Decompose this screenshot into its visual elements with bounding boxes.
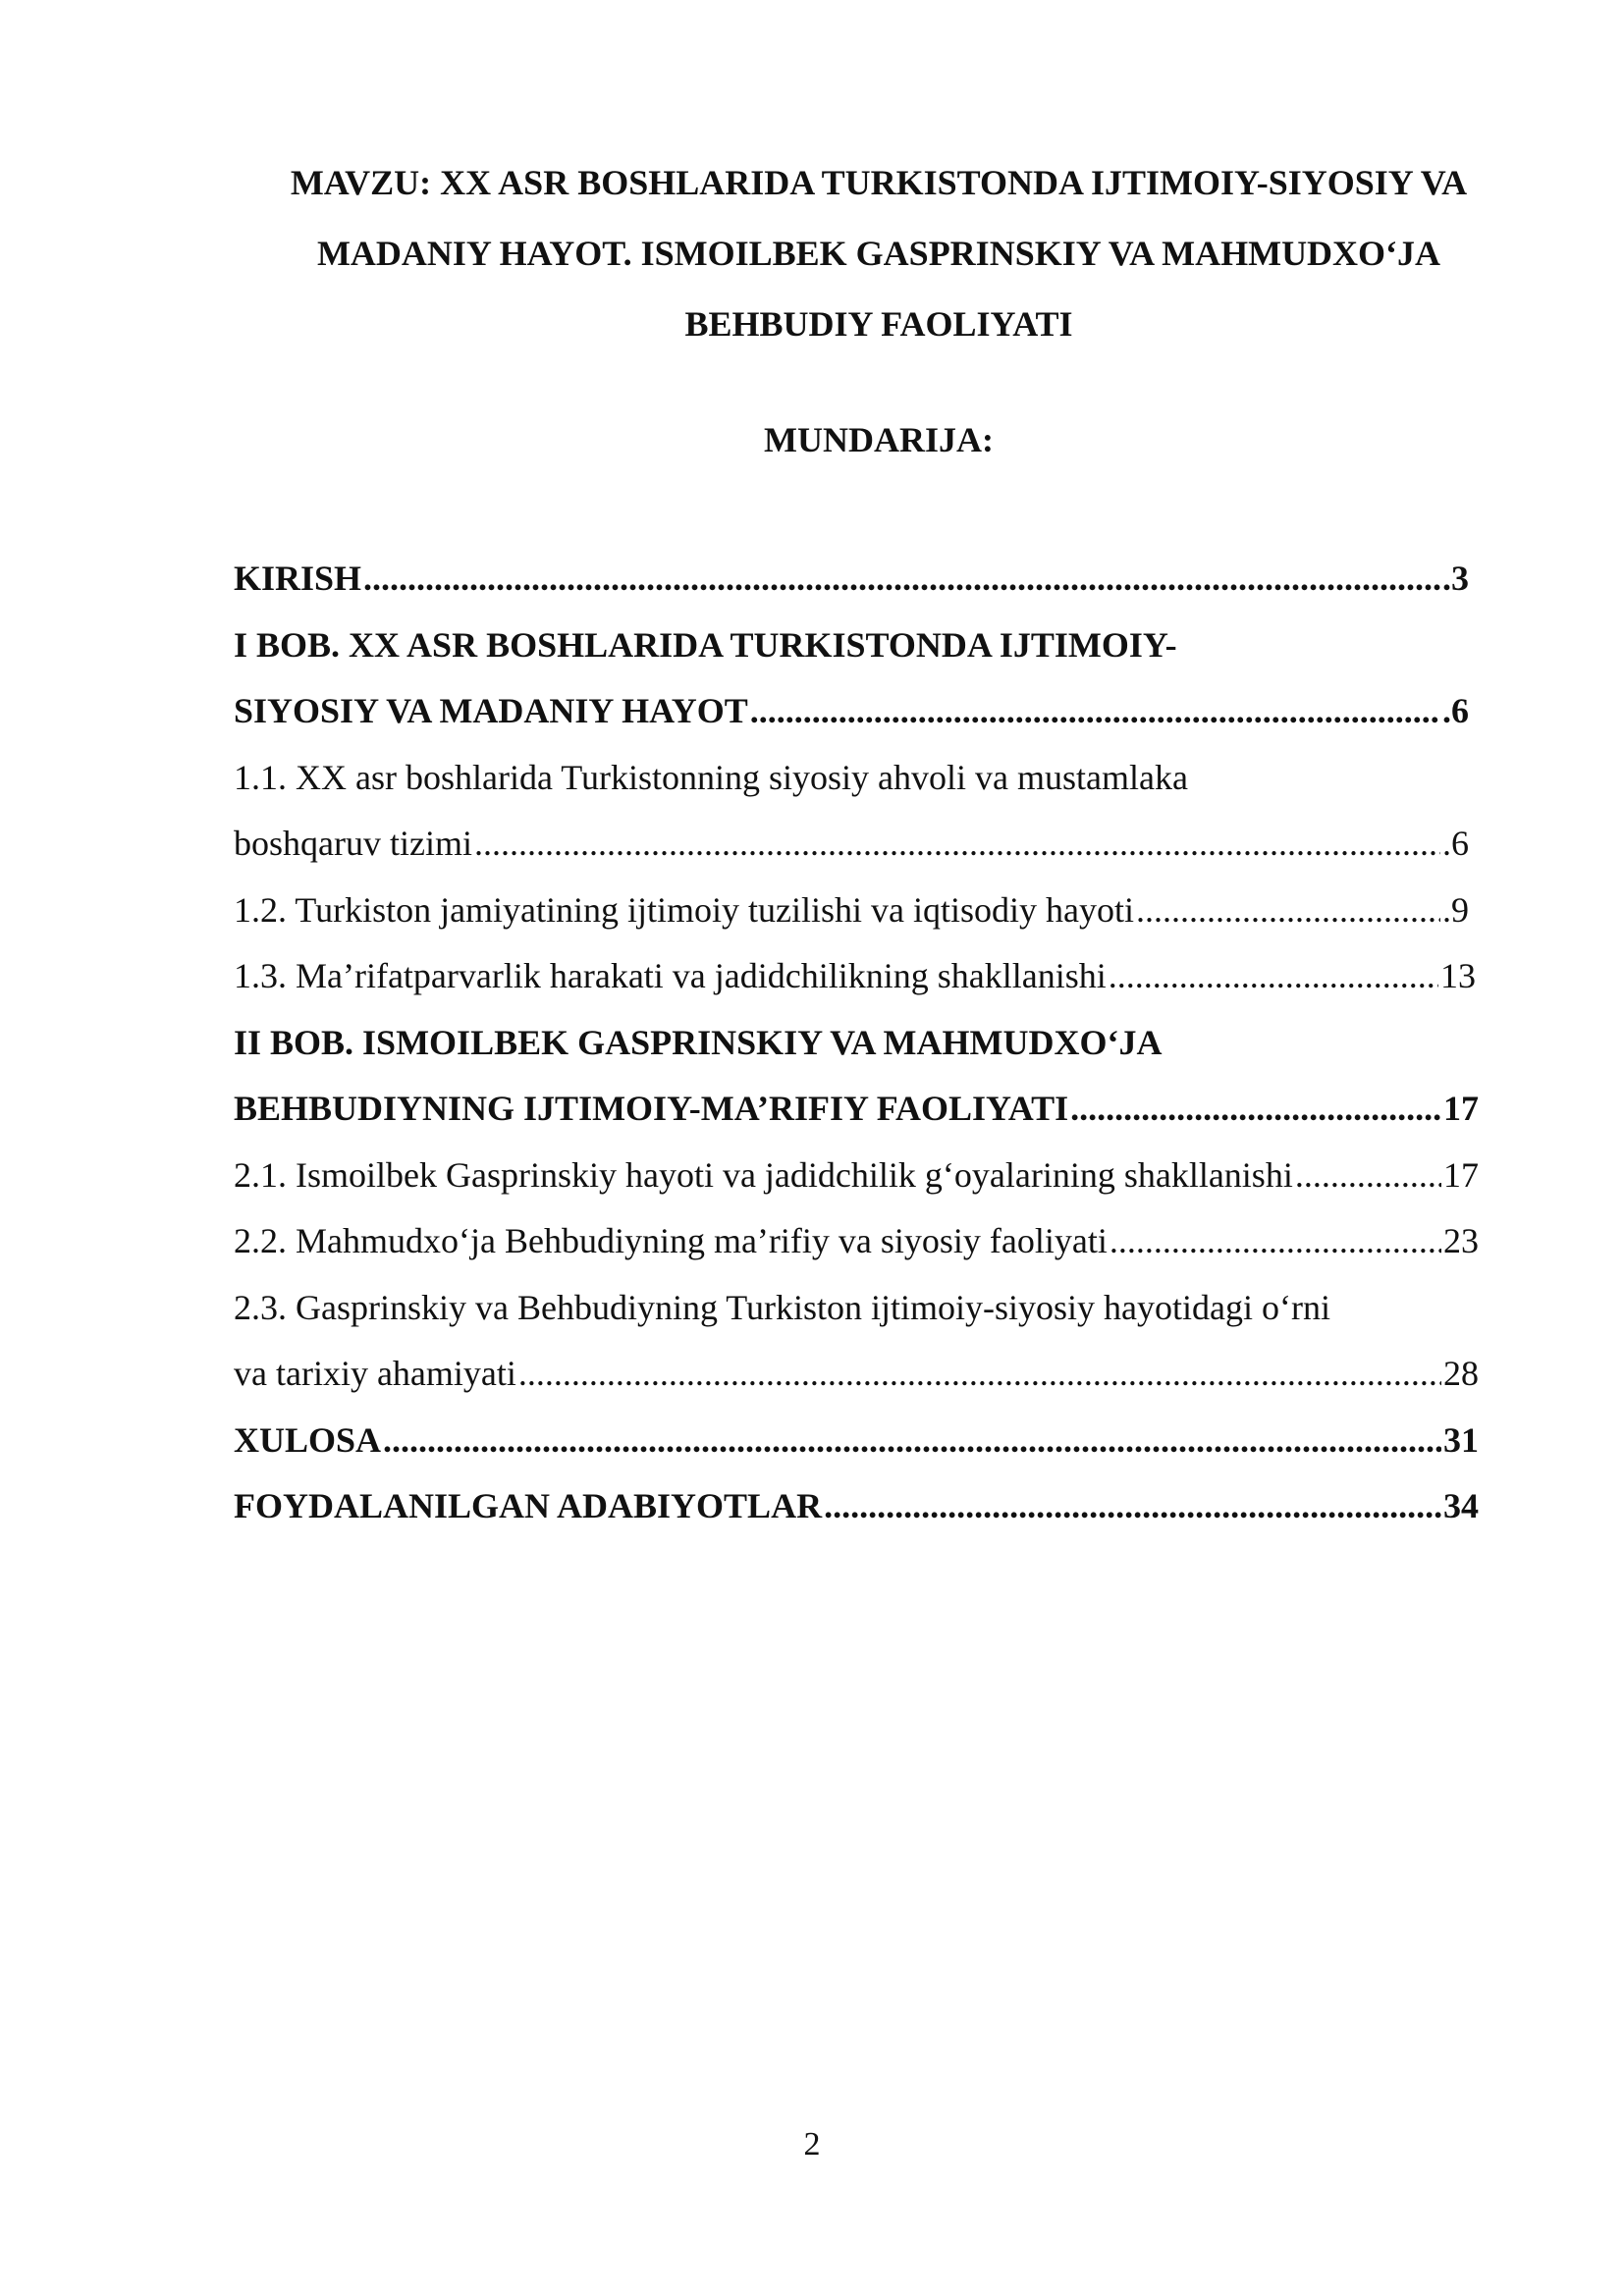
toc-entry-1-1-line-1[interactable]: [234, 745, 1490, 812]
toc-entry-page: 13: [1440, 956, 1476, 995]
title-line-2: MADANIY HAYOT. ISMOILBEK GASPRINSKIY VA MAHMUDXO‘JA: [316, 234, 1441, 273]
toc-entry-label: 2.1. Ismoilbek Gasprinskiy hayoti va jadidchilik g‘oyalarining shakllanishi: [234, 1154, 1293, 1195]
toc-entry-label: boshqaruv tizimi: [234, 824, 472, 863]
toc-dot-leader: [824, 1473, 1441, 1540]
toc-entry-label: FOYDALANILGAN ADABIYOTLAR: [234, 1486, 823, 1525]
toc-entry-label: BEHBUDIYNING IJTIMOIY-MA’RIFIY FAOLIYATI: [234, 1089, 1069, 1128]
toc-entry-page: 17: [1443, 1089, 1479, 1128]
toc-entry-label: SIYOSIY VA MADANIY HAYOT: [234, 691, 748, 730]
page-number: 2: [803, 2126, 821, 2163]
toc-dot-leader: [518, 1341, 1441, 1408]
toc-entry-label: 1.3. Ma’rifatparvarlik harakati va jadidchilikning shakllanishi: [234, 956, 1107, 995]
toc-entry-page: .6: [1442, 691, 1469, 730]
toc-entry-references[interactable]: [234, 1473, 1479, 1540]
toc-dot-leader: [1136, 878, 1440, 944]
toc-entry-label: 2.3. Gasprinskiy va Behbudiyning Turkiston ijtimoiy-siyosiy hayotidagi o‘rni: [234, 1287, 1331, 1327]
toc-entry-1-1-line-2[interactable]: [234, 811, 1469, 878]
toc-entry-2-2[interactable]: [234, 1208, 1479, 1275]
toc-entry-chapter-2-line-2[interactable]: [234, 1076, 1479, 1143]
toc-entry-1-3[interactable]: [234, 943, 1476, 1010]
toc-entry-page: 23: [1443, 1221, 1479, 1260]
toc-entry-label: KIRISH: [234, 559, 362, 598]
toc-entry-page: .3: [1442, 559, 1469, 598]
toc-entry-2-3-line-2[interactable]: [234, 1341, 1479, 1408]
toc-dot-leader: [474, 811, 1440, 878]
toc-dot-leader: [363, 546, 1440, 613]
toc-entry-label: XULOSA: [234, 1419, 382, 1460]
toc-entry-page: 17: [1443, 1154, 1479, 1195]
toc-dot-leader: [1295, 1143, 1441, 1209]
toc-entry-2-1[interactable]: [234, 1143, 1479, 1209]
toc-entry-page: 34: [1443, 1486, 1479, 1525]
toc-entry-label: 2.2. Mahmudxo‘ja Behbudiyning ma’rifiy va siyosiy faoliyati: [234, 1221, 1108, 1260]
toc-entry-label: 1.1. XX asr boshlarida Turkistonning siyosiy ahvoli va mustamlaka: [234, 757, 1188, 797]
toc-dot-leader: [1110, 1208, 1441, 1275]
toc-entry-page: 31: [1443, 1419, 1479, 1460]
toc-entry-xulosa[interactable]: [234, 1408, 1479, 1474]
toc-dot-leader: [1109, 943, 1438, 1010]
toc-entry-1-2[interactable]: [234, 878, 1469, 944]
document-title: [196, 147, 1561, 359]
toc-entry-2-3-line-1[interactable]: [234, 1275, 1490, 1342]
toc-dot-leader: [383, 1408, 1441, 1474]
toc-dot-leader: [750, 678, 1440, 745]
toc-entry-chapter-2-line-1[interactable]: [234, 1010, 1490, 1077]
toc-heading: MUNDARIJA:: [764, 420, 994, 459]
toc-entry-page: 28: [1443, 1354, 1479, 1393]
toc-dot-leader: [1070, 1076, 1441, 1143]
toc-entry-chapter-1-line-1[interactable]: [234, 613, 1490, 679]
toc-entry-page: .6: [1442, 824, 1469, 863]
toc-entry-label: va tarixiy ahamiyati: [234, 1354, 516, 1393]
toc-entry-page: .9: [1442, 889, 1469, 930]
toc-entry-label: I BOB. XX ASR BOSHLARIDA TURKISTONDA IJTIMOIY-: [234, 624, 1177, 665]
title-line-1: MAVZU: XX ASR BOSHLARIDA TURKISTONDA IJTIMOIY-SIYOSIY VA: [290, 163, 1468, 202]
table-of-contents: [234, 546, 1490, 1540]
toc-entry-chapter-1-line-2[interactable]: [234, 678, 1469, 745]
title-line-3: BEHBUDIY FAOLIYATI: [684, 304, 1073, 344]
toc-entry-label: II BOB. ISMOILBEK GASPRINSKIY VA MAHMUDXO‘JA: [234, 1022, 1163, 1062]
toc-entry-kirish[interactable]: [234, 546, 1469, 613]
toc-entry-label: 1.2. Turkiston jamiyatining ijtimoiy tuzilishi va iqtisodiy hayoti: [234, 889, 1135, 930]
